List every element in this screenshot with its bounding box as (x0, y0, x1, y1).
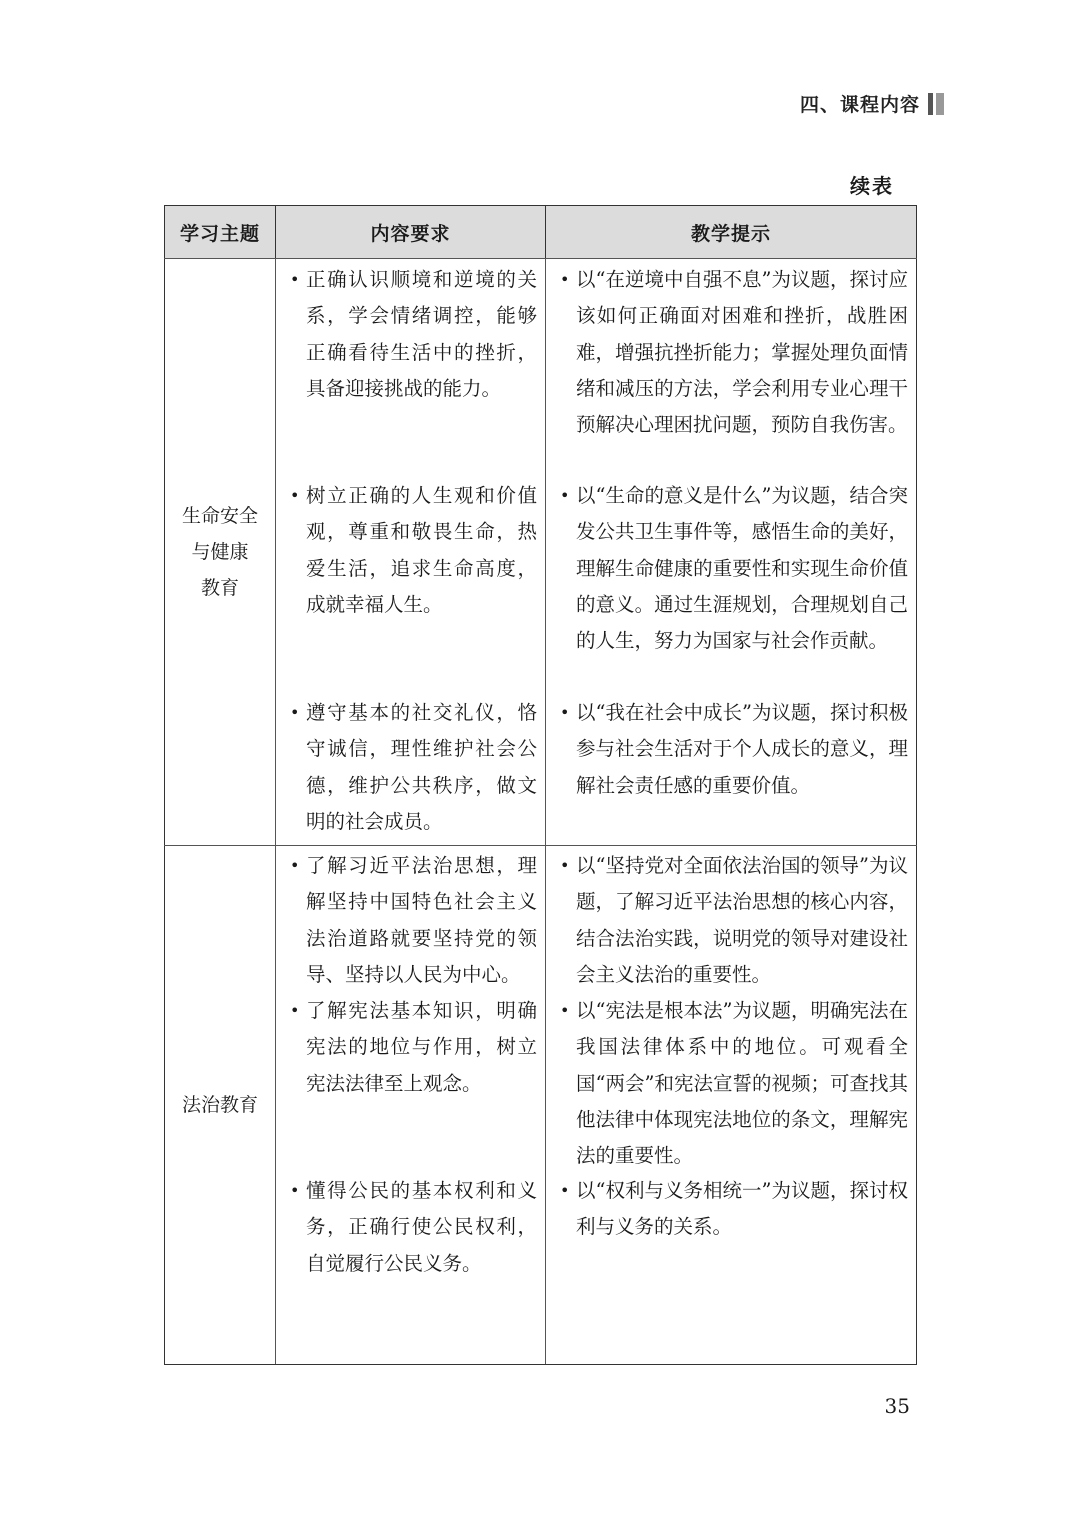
requirement-text: 懂得公民的基本权利和义务，正确行使公民权利，自觉履行公民义务。 (306, 1179, 537, 1275)
running-header (800, 90, 944, 117)
bullet-icon: • (290, 856, 300, 875)
requirement-item (276, 848, 545, 993)
requirements-cell (276, 259, 546, 846)
requirement-text: 树立正确的人生观和价值观，尊重和敬畏生命，热爱生活，追求生命高度，成就幸福人生。 (306, 484, 537, 616)
tip-item (546, 478, 916, 659)
tips-cell (546, 846, 917, 1365)
tip-text: 以“权利与义务相统一”为议题，探讨权利与义务的关系。 (576, 1179, 908, 1239)
tip-item (546, 848, 916, 993)
page-number: 35 (884, 1394, 910, 1418)
table-row (165, 259, 917, 846)
bullet-icon: • (560, 1181, 570, 1200)
requirement-item (276, 262, 545, 407)
table-header-row (165, 206, 917, 259)
requirement-text: 正确认识顺境和逆境的关系，学会情绪调控，能够正确看待生活中的挫折，具备迎接挑战的能力。 (306, 268, 537, 400)
tip-text: 以“坚持党对全面依法治国的领导”为议题，了解习近平法治思想的核心内容，结合法治实践，说明党的领导对建设社会主义法治的重要性。 (576, 854, 908, 986)
tip-text: 以“我在社会中成长”为议题，探讨积极参与社会生活对于个人成长的意义，理解社会责任感的重要价值。 (576, 701, 908, 797)
topic-cell (165, 846, 276, 1365)
tip-text: 以“宪法是根本法”为议题，明确宪法在我国法律体系中的地位。可观看全国“两会”和宪法宣誓的视频；可查找其他法律中体现宪法地位的条文，理解宪法的重要性。 (576, 999, 908, 1168)
bullet-icon: • (560, 856, 570, 875)
bullet-icon: • (290, 486, 300, 505)
requirement-text: 了解宪法基本知识，明确宪法的地位与作用，树立宪法法律至上观念。 (306, 999, 537, 1095)
header-topic: 学习主题 (165, 206, 276, 259)
header-bars-decoration (928, 93, 944, 115)
header-tips: 教学提示 (546, 206, 917, 259)
tip-text: 以“在逆境中自强不息”为议题，探讨应该如何正确面对困难和挫折，战胜困难，增强抗挫折能力；掌握处理负面情绪和减压的方法，学会利用专业心理干预解决心理困扰问题，预防自我伤害。 (576, 268, 908, 437)
requirement-text: 遵守基本的社交礼仪，恪守诚信，理性维护社会公德，维护公共秩序，做文明的社会成员。 (306, 701, 537, 833)
requirements-cell (276, 846, 546, 1365)
tip-item (546, 262, 916, 443)
tip-item (546, 1173, 916, 1246)
bullet-icon: • (560, 486, 570, 505)
continued-table-label: 续表 (850, 174, 894, 198)
requirement-item (276, 993, 545, 1102)
bullet-icon: • (560, 270, 570, 289)
bullet-icon: • (290, 270, 300, 289)
topic-label: 法治教育 (181, 1094, 258, 1116)
tips-cell (546, 259, 917, 846)
bullet-icon: • (290, 703, 300, 722)
topic-label: 生命安全 与健康 教育 (181, 505, 258, 599)
tip-item (546, 993, 916, 1174)
requirement-item (276, 1173, 545, 1282)
requirement-item (276, 478, 545, 623)
bullet-icon: • (560, 703, 570, 722)
table-row (165, 846, 917, 1365)
curriculum-table (164, 205, 917, 1365)
bullet-icon: • (560, 1001, 570, 1020)
topic-cell (165, 259, 276, 846)
bullet-icon: • (290, 1181, 300, 1200)
header-requirements: 内容要求 (276, 206, 546, 259)
bullet-icon: • (290, 1001, 300, 1020)
tip-item (546, 695, 916, 804)
tip-text: 以“生命的意义是什么”为议题，结合突发公共卫生事件等，感悟生命的美好，理解生命健康的重要性和实现生命价值的意义。通过生涯规划，合理规划自己的人生，努力为国家与社会作贡献。 (576, 484, 908, 653)
running-header-text: 四、课程内容 (799, 94, 920, 116)
requirement-item (276, 695, 545, 840)
requirement-text: 了解习近平法治思想，理解坚持中国特色社会主义法治道路就要坚持党的领导、坚持以人民为中心。 (306, 854, 537, 986)
